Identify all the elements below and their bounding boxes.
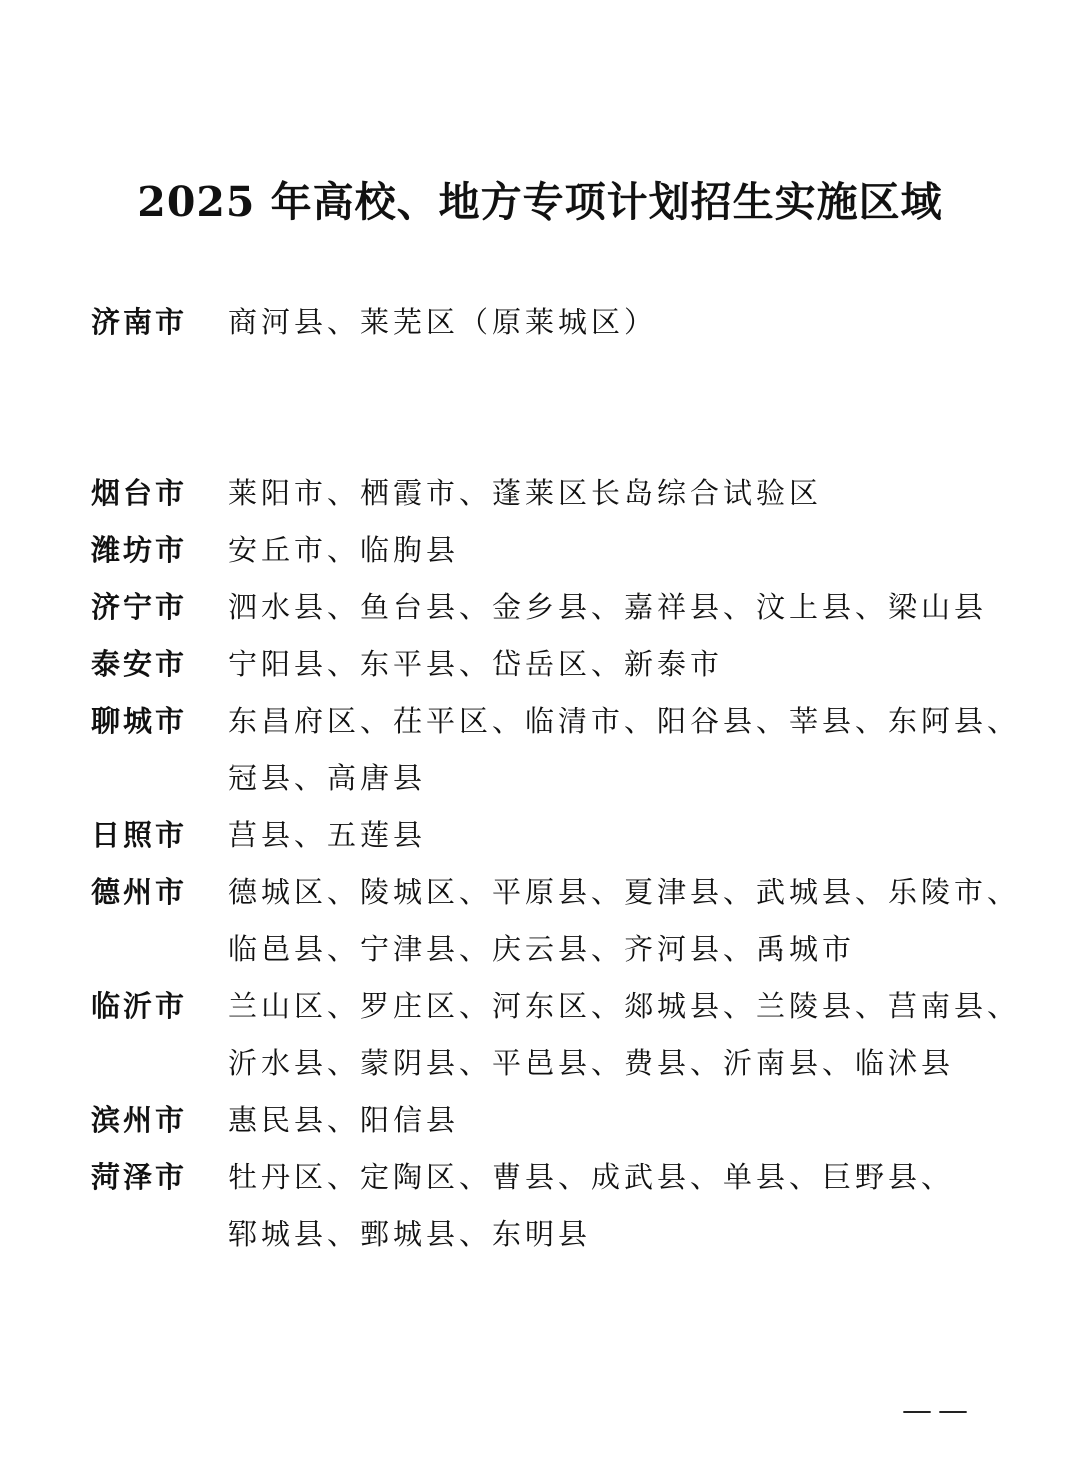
- district-line: 兰山区、罗庄区、河东区、郯城县、兰陵县、莒南县、: [228, 989, 1021, 1023]
- district-line: 冠县、高唐县: [228, 761, 427, 795]
- district-list: [228, 579, 1048, 636]
- district-list: [228, 465, 1048, 522]
- district-line: 莒县、五莲县: [228, 818, 427, 852]
- district-list: [228, 807, 1048, 864]
- district-line: 临邑县、宁津县、庆云县、齐河县、禹城市: [228, 932, 856, 966]
- district-line: 宁阳县、东平县、岱岳区、新泰市: [228, 647, 724, 681]
- city-name: 临沂市: [91, 989, 188, 1023]
- city-name: 济宁市: [91, 590, 188, 624]
- city-name: 菏泽市: [91, 1160, 188, 1194]
- district-list: [228, 864, 1048, 978]
- district-line: 莱阳市、栖霞市、蓬莱区长岛综合试验区: [228, 476, 823, 510]
- district-list: [228, 522, 1048, 579]
- city-name: 烟台市: [91, 476, 188, 510]
- district-line: 德城区、陵城区、平原县、夏津县、武城县、乐陵市、: [228, 875, 1021, 909]
- city-name: 德州市: [91, 875, 188, 909]
- page-number-mark: ——: [902, 1393, 974, 1428]
- page-title: 2025 年高校、地方专项计划招生实施区域: [137, 178, 943, 226]
- district-line: 东昌府区、茌平区、临清市、阳谷县、莘县、东阿县、: [228, 704, 1021, 738]
- city-name: 潍坊市: [91, 533, 188, 567]
- city-name: 滨州市: [91, 1103, 188, 1137]
- city-name: 聊城市: [91, 704, 188, 738]
- district-line: 商河县、莱芜区（原莱城区）: [228, 305, 658, 339]
- district-line: 牡丹区、定陶区、曹县、成武县、单县、巨野县、: [228, 1160, 955, 1194]
- district-line: 郓城县、鄄城县、东明县: [228, 1217, 592, 1251]
- city-name: 泰安市: [91, 647, 188, 681]
- district-line: 泗水县、鱼台县、金乡县、嘉祥县、汶上县、梁山县: [228, 590, 988, 624]
- district-list: [228, 636, 1048, 693]
- district-list: [228, 1149, 1048, 1263]
- district-line: 安丘市、临朐县: [228, 533, 460, 567]
- district-line: 沂水县、蒙阴县、平邑县、费县、沂南县、临沭县: [228, 1046, 955, 1080]
- city-name: 日照市: [91, 818, 188, 852]
- city-name: 济南市: [91, 305, 188, 339]
- district-list: [228, 294, 1048, 351]
- district-list: [228, 693, 1048, 807]
- district-list: [228, 1092, 1048, 1149]
- district-line: 惠民县、阳信县: [228, 1103, 460, 1137]
- district-list: [228, 978, 1048, 1092]
